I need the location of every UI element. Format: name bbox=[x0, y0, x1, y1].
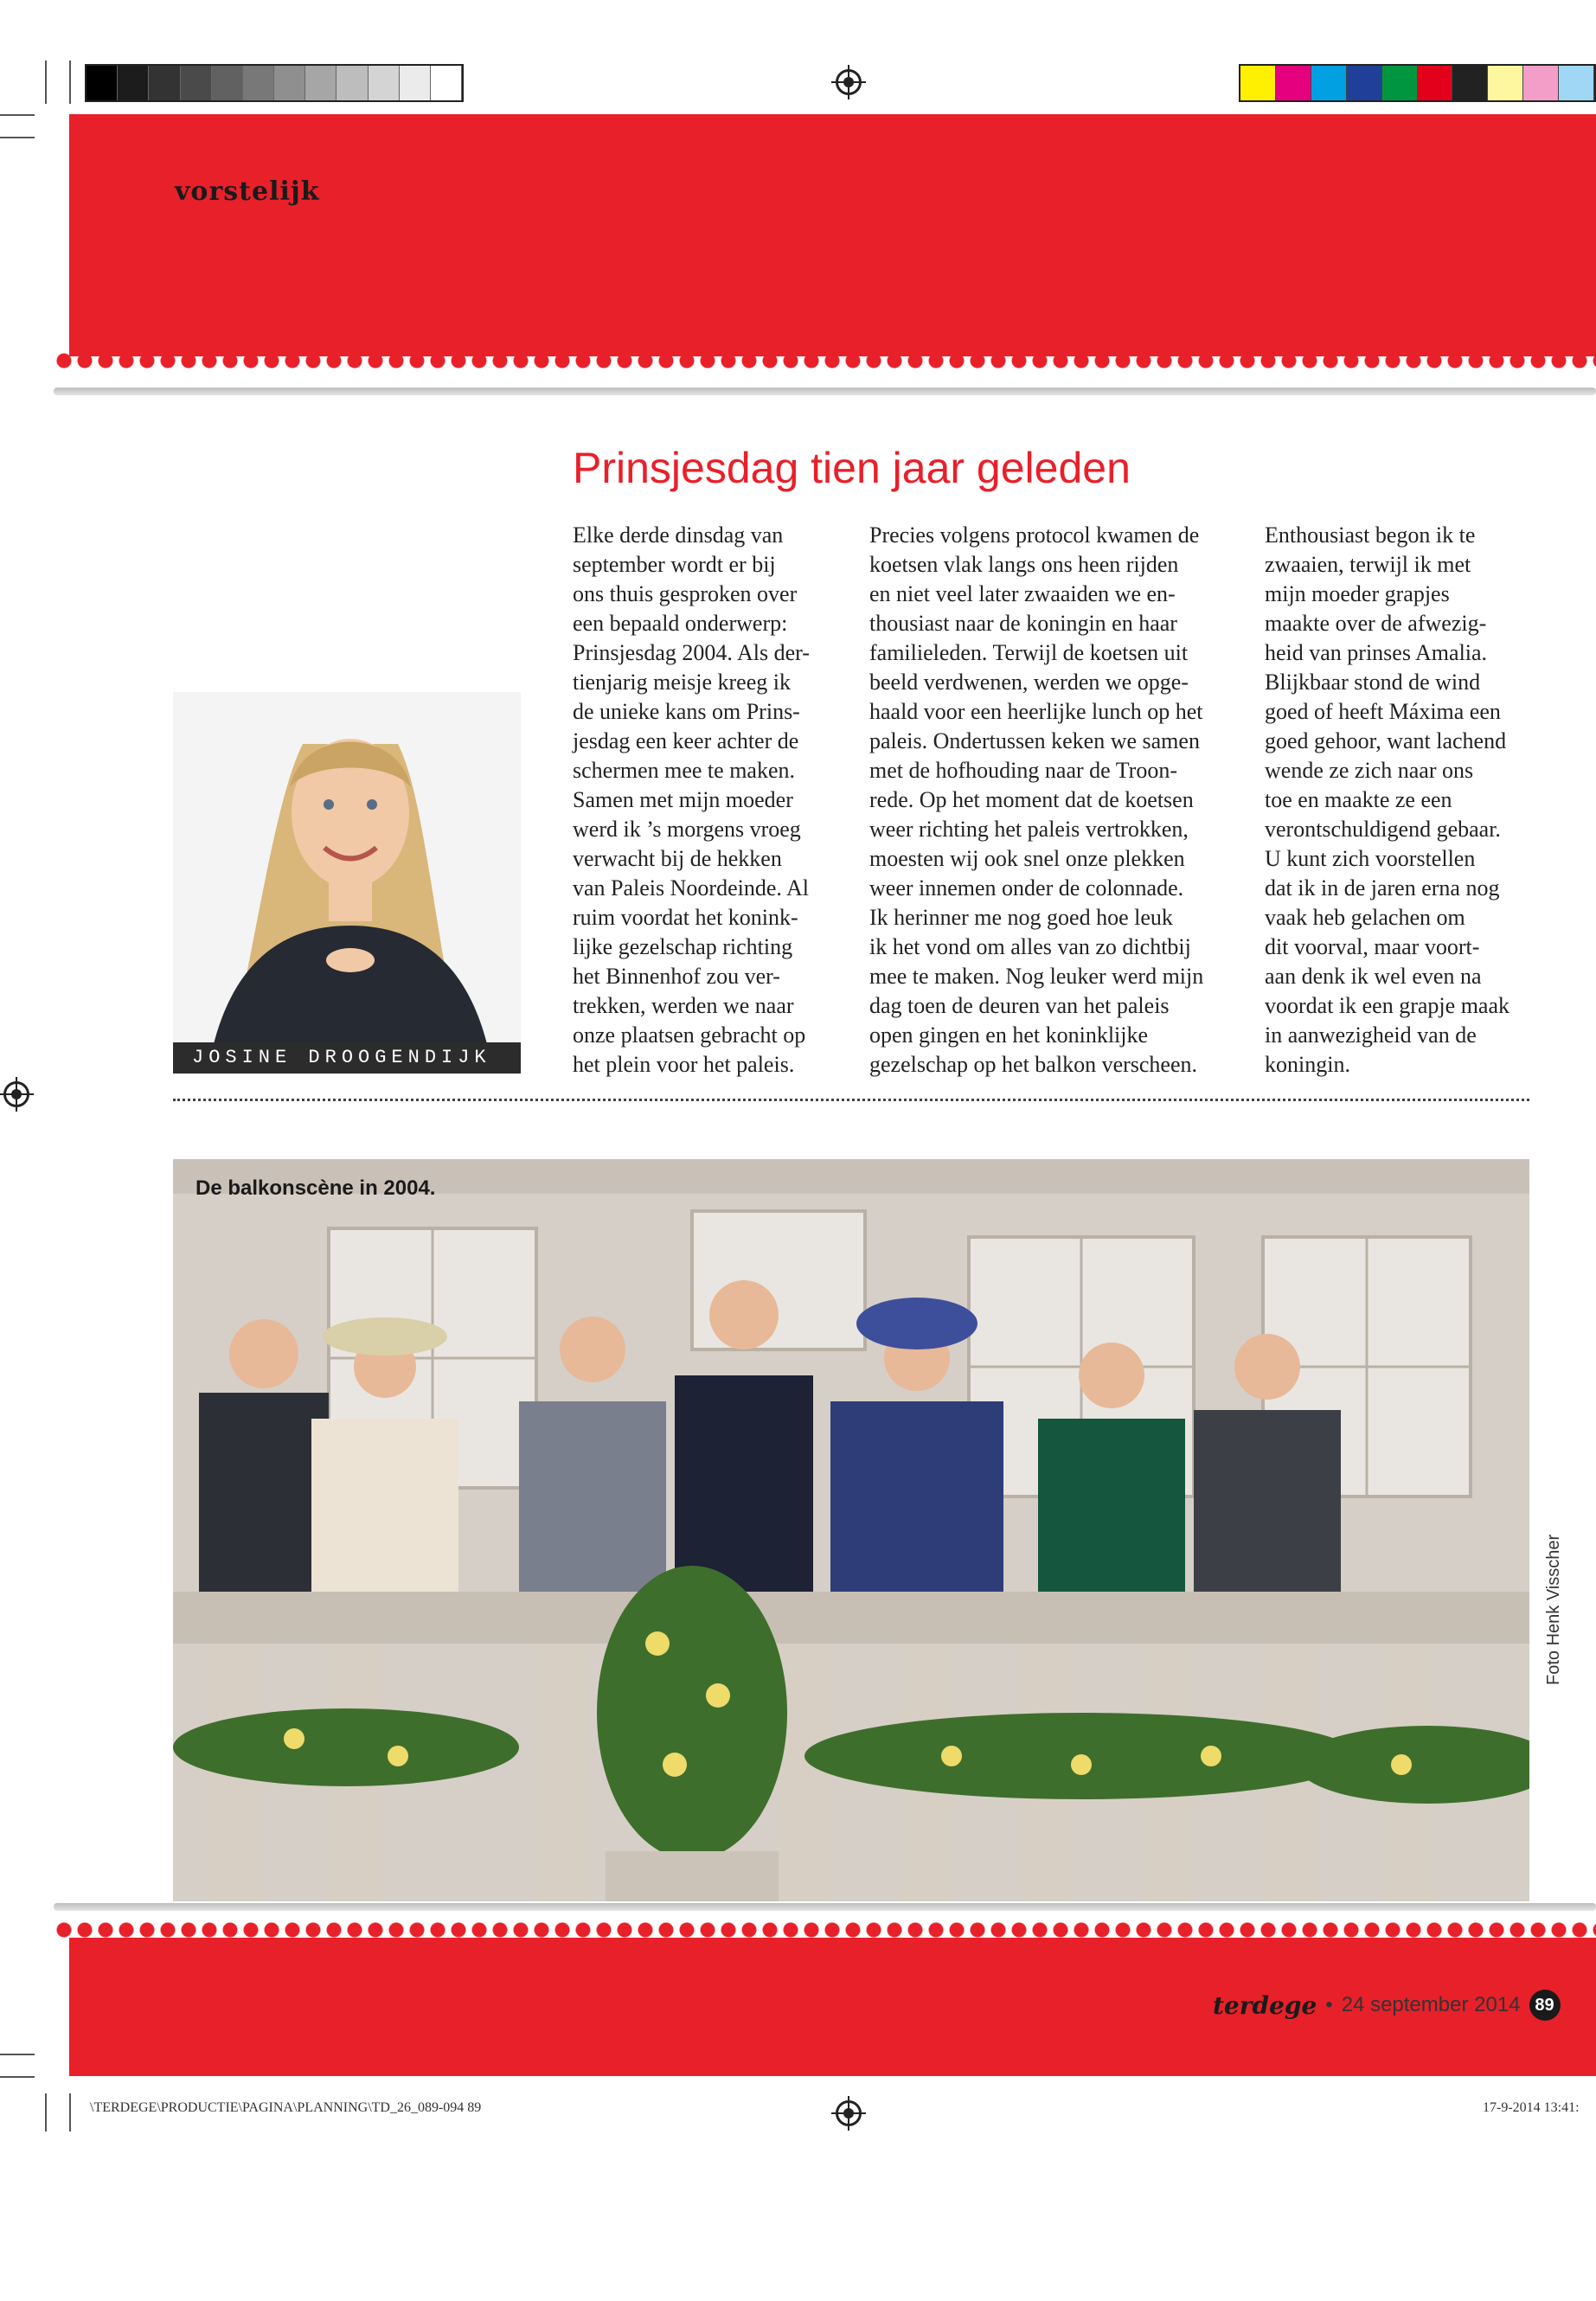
crop-mark bbox=[69, 61, 71, 104]
text-line: een bepaald onderwerp: bbox=[573, 611, 788, 636]
color-swatch bbox=[1382, 66, 1418, 100]
text-line: vaak heb gelachen om bbox=[1265, 905, 1465, 930]
crop-mark bbox=[45, 2093, 47, 2131]
grayscale-bar bbox=[85, 64, 464, 102]
text-line: koningin. bbox=[1265, 1052, 1350, 1077]
text-line: U kunt zich voorstellen bbox=[1265, 846, 1476, 871]
print-slug: \TERDEGE\PRODUCTIE\PAGINA\PLANNING\TD_26_089-094 89 bbox=[90, 2100, 482, 2115]
section-label: vorstelijk bbox=[175, 176, 320, 207]
text-line: werd ik ’s morgens vroeg bbox=[573, 817, 801, 842]
text-line: gezelschap op het balkon verscheen. bbox=[869, 1052, 1198, 1077]
grayscale-swatch bbox=[118, 66, 149, 100]
text-line: schermen mee te maken. bbox=[573, 758, 795, 783]
text-line: aan denk ik wel even na bbox=[1265, 964, 1482, 989]
text-line: lijke gezelschap richting bbox=[573, 934, 793, 959]
text-column-1 bbox=[573, 521, 832, 1080]
text-line: zwaaien, terwijl ik met bbox=[1265, 552, 1471, 577]
grayscale-swatch bbox=[337, 66, 368, 100]
text-line: rede. Op het moment dat de koetsen bbox=[869, 787, 1194, 812]
color-swatch bbox=[1523, 66, 1559, 100]
text-line: ons thuis gesproken over bbox=[573, 581, 798, 606]
text-line: voordat ik een grapje maak bbox=[1265, 993, 1509, 1018]
text-line: mee te maken. Nog leuker werd mijn bbox=[869, 964, 1204, 989]
header-band bbox=[69, 114, 1596, 356]
text-line: thousiast naar de koningin en haar bbox=[869, 611, 1177, 636]
text-line: maakte over de afwezig- bbox=[1265, 611, 1487, 636]
grayscale-swatch bbox=[400, 66, 431, 100]
color-swatch bbox=[1488, 66, 1523, 100]
color-swatch bbox=[1347, 66, 1382, 100]
crop-mark bbox=[0, 2054, 35, 2055]
issue-date: 24 september 2014 bbox=[1341, 1993, 1521, 2016]
photo-credit: Foto Henk Visscher bbox=[1544, 1534, 1563, 1685]
text-line: dit voorval, maar voort- bbox=[1265, 934, 1480, 959]
text-line: Precies volgens protocol kwamen de bbox=[869, 522, 1200, 548]
footer-separator: • bbox=[1325, 1993, 1333, 2016]
text-line: goed gehoor, want lachend bbox=[1265, 728, 1507, 753]
text-line: dag toen de deuren van het paleis bbox=[869, 993, 1170, 1018]
color-swatch bbox=[1276, 66, 1311, 100]
text-line: jesdag een keer achter de bbox=[573, 728, 799, 753]
text-line: Prinsjesdag 2004. Als der- bbox=[573, 640, 810, 665]
color-swatch bbox=[1452, 66, 1488, 100]
article-title: Prinsjesdag tien jaar geleden bbox=[573, 444, 1131, 492]
text-column-3 bbox=[1265, 521, 1542, 1080]
text-line: in aanwezigheid van de bbox=[1265, 1022, 1477, 1048]
portrait-caption: JOSINE DROOGENDIJK bbox=[173, 1042, 521, 1074]
text-column-2 bbox=[869, 521, 1241, 1080]
text-line: het plein voor het paleis. bbox=[573, 1052, 795, 1077]
text-line: van Paleis Noordeinde. Al bbox=[573, 875, 809, 901]
text-line: met de hofhouding naar de Troon- bbox=[869, 758, 1178, 783]
decorative-shadow-bar bbox=[54, 1903, 1596, 1911]
decorative-dot-border bbox=[54, 344, 1596, 377]
text-line: trekken, werden we naar bbox=[573, 993, 794, 1018]
text-line: verwacht bij de hekken bbox=[573, 846, 782, 871]
text-line: haald voor een heerlijke lunch op het bbox=[869, 699, 1203, 724]
text-line: tienjarig meisje kreeg ik bbox=[573, 670, 791, 695]
text-line: het Binnenhof zou ver- bbox=[573, 964, 780, 989]
text-line: paleis. Ondertussen keken we samen bbox=[869, 728, 1200, 753]
text-line: ruim voordat het konink- bbox=[573, 905, 798, 930]
text-line: de unieke kans om Prins- bbox=[573, 699, 800, 724]
crop-mark bbox=[0, 114, 35, 116]
crop-mark bbox=[69, 2093, 71, 2131]
page-footer bbox=[1213, 1990, 1561, 2021]
print-timestamp: 17-9-2014 13:41: bbox=[1483, 2100, 1580, 2115]
text-line: weer richting het paleis vertrokken, bbox=[869, 817, 1189, 842]
crop-mark bbox=[0, 2076, 35, 2078]
magazine-brand: terdege bbox=[1213, 1990, 1317, 2020]
grayscale-swatch bbox=[274, 66, 305, 100]
color-swatch bbox=[1240, 66, 1276, 100]
text-line: open gingen en het koninklijke bbox=[869, 1022, 1149, 1048]
grayscale-swatch bbox=[305, 66, 337, 100]
photo-caption: De balkonscène in 2004. bbox=[195, 1176, 436, 1200]
registration-mark-icon bbox=[3, 1081, 29, 1107]
text-line: Elke derde dinsdag van bbox=[573, 522, 784, 548]
color-swatch bbox=[1559, 66, 1594, 100]
text-line: heid van prinses Amalia. bbox=[1265, 640, 1488, 665]
color-swatch bbox=[1418, 66, 1453, 100]
text-line: moesten wij ook snel onze plekken bbox=[869, 846, 1185, 871]
text-line: wende ze zich naar ons bbox=[1265, 758, 1474, 783]
grayscale-swatch bbox=[369, 66, 400, 100]
grayscale-swatch bbox=[149, 66, 180, 100]
text-line: goed of heeft Máxima een bbox=[1265, 699, 1501, 724]
registration-mark-icon bbox=[836, 69, 862, 95]
text-line: familieleden. Terwijl de koetsen uit bbox=[869, 640, 1189, 665]
text-line: en niet veel later zwaaiden we en- bbox=[869, 581, 1176, 606]
registration-mark-icon bbox=[836, 2100, 862, 2126]
grayscale-swatch bbox=[431, 66, 462, 100]
text-line: Ik herinner me nog goed hoe leuk bbox=[869, 905, 1173, 930]
grayscale-swatch bbox=[212, 66, 243, 100]
balcony-photo bbox=[173, 1159, 1529, 1901]
text-line: weer innemen onder de colonnade. bbox=[869, 875, 1184, 901]
dotted-divider bbox=[173, 1099, 1529, 1101]
grayscale-swatch bbox=[243, 66, 274, 100]
text-line: Samen met mijn moeder bbox=[573, 787, 793, 812]
text-line: Enthousiast begon ik te bbox=[1265, 522, 1476, 548]
text-line: beeld verdwenen, werden we opge- bbox=[869, 670, 1189, 695]
text-line: toe en maakte ze een bbox=[1265, 787, 1452, 812]
text-line: onze plaatsen gebracht op bbox=[573, 1022, 806, 1048]
decorative-shadow-bar bbox=[54, 388, 1596, 395]
text-line: verontschuldigend gebaar. bbox=[1265, 817, 1501, 842]
grayscale-swatch bbox=[181, 66, 212, 100]
crop-mark bbox=[0, 137, 35, 138]
crop-mark bbox=[45, 61, 47, 104]
color-swatch bbox=[1311, 66, 1347, 100]
page-number: 89 bbox=[1529, 1990, 1561, 2021]
text-line: Blijkbaar stond de wind bbox=[1265, 670, 1481, 695]
grayscale-swatch bbox=[87, 66, 118, 100]
color-calibration-bar bbox=[1239, 64, 1596, 102]
text-line: dat ik in de jaren erna nog bbox=[1265, 875, 1500, 901]
portrait-photo bbox=[173, 692, 521, 1073]
text-line: mijn moeder grapjes bbox=[1265, 581, 1450, 606]
text-line: ik het vond om alles van zo dichtbij bbox=[869, 934, 1191, 959]
text-line: september wordt er bij bbox=[573, 552, 776, 577]
text-line: koetsen vlak langs ons heen rijden bbox=[869, 552, 1179, 577]
